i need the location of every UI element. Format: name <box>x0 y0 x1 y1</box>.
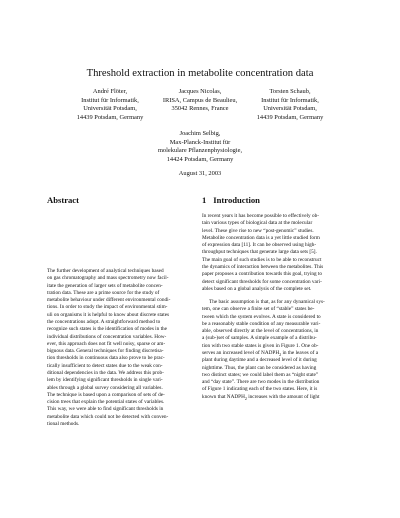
author-name: Torsten Schaub, <box>269 88 311 95</box>
author-name: André Flöter, <box>92 88 128 95</box>
text-line: individual distributions of concentration variables. How- <box>47 333 167 340</box>
text-line: cision trees that explain the potential states of variables. <box>47 399 165 406</box>
text-line: tional methods. <box>47 420 80 427</box>
text-line: the dynamics of interaction between the metabolites. This <box>202 263 324 270</box>
author-block-3 <box>235 88 345 122</box>
text-line: uli on organisms it is helpful to know about discrete states <box>47 311 170 318</box>
text-line: on gas chromatography and mass spectrometry now facil- <box>47 275 169 282</box>
text-line: tion with two stable states is given in Figure 1. One ob- <box>202 342 319 349</box>
author-affiliation: molekulare Pflanzenphysiologie, <box>157 147 243 155</box>
introduction-paragraph-1 <box>202 213 353 293</box>
text-line: ables based on a global analysis of the complete set. <box>202 285 312 292</box>
text-line: metabolite data which could not be detected with conven- <box>47 413 169 420</box>
text-line: able, observed directly at the level of concentrations, in <box>202 328 319 335</box>
text-line: ditional dependencies in the data. We address this prob- <box>47 369 164 376</box>
text-line: tration data. These are a prime source for the study of <box>47 289 160 296</box>
author-address: 14424 Potsdam, Germany <box>166 155 234 163</box>
author-affiliation: Universität Potsdam, <box>263 105 317 113</box>
text-line: detect significant thresholds for some concentration vari- <box>202 278 322 285</box>
abstract-heading: Abstract <box>47 195 79 205</box>
text-line: lem by identifying significant thresholds in single vari- <box>47 377 163 384</box>
text-line: known that $NADPH_2$ increases with the amount of light <box>202 393 320 401</box>
text-line: of Figure 1 indicating each of the two states. Here, it is <box>202 386 318 393</box>
text-line: tain various types of biological data at the molecular <box>202 220 313 227</box>
text-line: ever, this approach does not fit well noisy, sparse or am- <box>47 340 166 347</box>
author-address: 14439 Potsdam, Germany <box>256 113 324 121</box>
author-name: Joachim Selbig, <box>179 130 221 137</box>
paper-date: August 31, 2003 <box>178 170 222 177</box>
text-line: level. These give rise to new “post-genomic” studies. <box>202 227 314 234</box>
text-line: tions. In order to study the impact of environmental stim- <box>47 304 168 311</box>
text-line: a (sub-)set of samples. A simple example of a distribu- <box>202 335 317 342</box>
text-line: nighttime. Thus, the plant can be considered as having <box>202 364 317 371</box>
author-address: 35042 Rennes, France <box>171 105 229 113</box>
text-line: The basic assumption is that, as for any dynamical sys- <box>209 299 325 305</box>
text-line: the concentrations adopt. A straightforward method to <box>47 318 161 325</box>
author-block-4 <box>140 130 260 164</box>
text-line: be a reasonably stable condition of any measurable vari- <box>202 320 321 327</box>
text-line: ables through a global survey considering all variables. <box>47 384 163 391</box>
text-line: The technique is based upon a comparison of sets of de- <box>47 391 165 398</box>
text-line: itate the generation of larger sets of metabolite concen- <box>47 282 163 289</box>
text-line: two distinct states; we could label them as “night state” <box>202 371 319 378</box>
author-affiliation: Institut für Informatik, <box>81 96 139 104</box>
text-line: Metabolite concentration data is a yet little studied form <box>202 234 320 241</box>
text-line: The further development of analytical techniques based <box>47 268 164 274</box>
text-line: tion thresholds in continuous data also prove to be prac- <box>47 355 165 362</box>
author-affiliation: Universität Potsdam, <box>83 105 137 113</box>
text-line: biguous data. General techniques for finding discretisa- <box>47 348 164 355</box>
abstract-body <box>47 268 196 428</box>
text-line: metabolite behaviour under different environmental condi- <box>47 297 171 304</box>
author-name: Jacques Nicolas, <box>178 88 222 95</box>
text-line: and “day state”. There are two modes in the distribution <box>202 379 320 386</box>
text-line: throughput techniques that generate large data sets [5]. <box>202 249 317 256</box>
text-line: tically insufficient to detect states due to the weak con- <box>47 362 163 369</box>
text-line: recognize such states is the identification of modes in the <box>47 326 167 333</box>
author-address: 14439 Potsdam, Germany <box>76 113 144 121</box>
text-line: The main goal of such studies is to be able to reconstruct <box>202 256 322 263</box>
text-line: of expression data [11]. It can be observed using high- <box>202 242 317 249</box>
text-line: tween which the system evolves. A state is considered to <box>202 313 321 320</box>
text-line: paper proposes a contribution towards this goal, trying to <box>202 271 322 278</box>
section-number: 1 <box>202 195 207 205</box>
text-line: plant during daytime and a decreased level of it during <box>202 357 317 364</box>
text-line: tem, one can observe a finite set of “stable” states be- <box>202 306 315 313</box>
section-title: Introduction <box>213 195 260 205</box>
text-line: serves an increased level of $NADPH_2$ in the leaves of a <box>202 349 319 358</box>
paper-title: Threshold extraction in metabolite concentration data <box>86 68 314 79</box>
author-affiliation: IRISA, Campus de Beaulieu, <box>162 96 238 104</box>
author-affiliation: Max-Planck-Institut für <box>169 138 231 146</box>
text-line: This way, we were able to find significant thresholds in <box>47 406 164 413</box>
introduction-heading <box>202 195 260 206</box>
text-line: In recent years it has become possible to effectively ob- <box>202 213 319 219</box>
introduction-paragraph-2 <box>202 299 353 401</box>
author-affiliation: Institut für Informatik, <box>261 96 319 104</box>
